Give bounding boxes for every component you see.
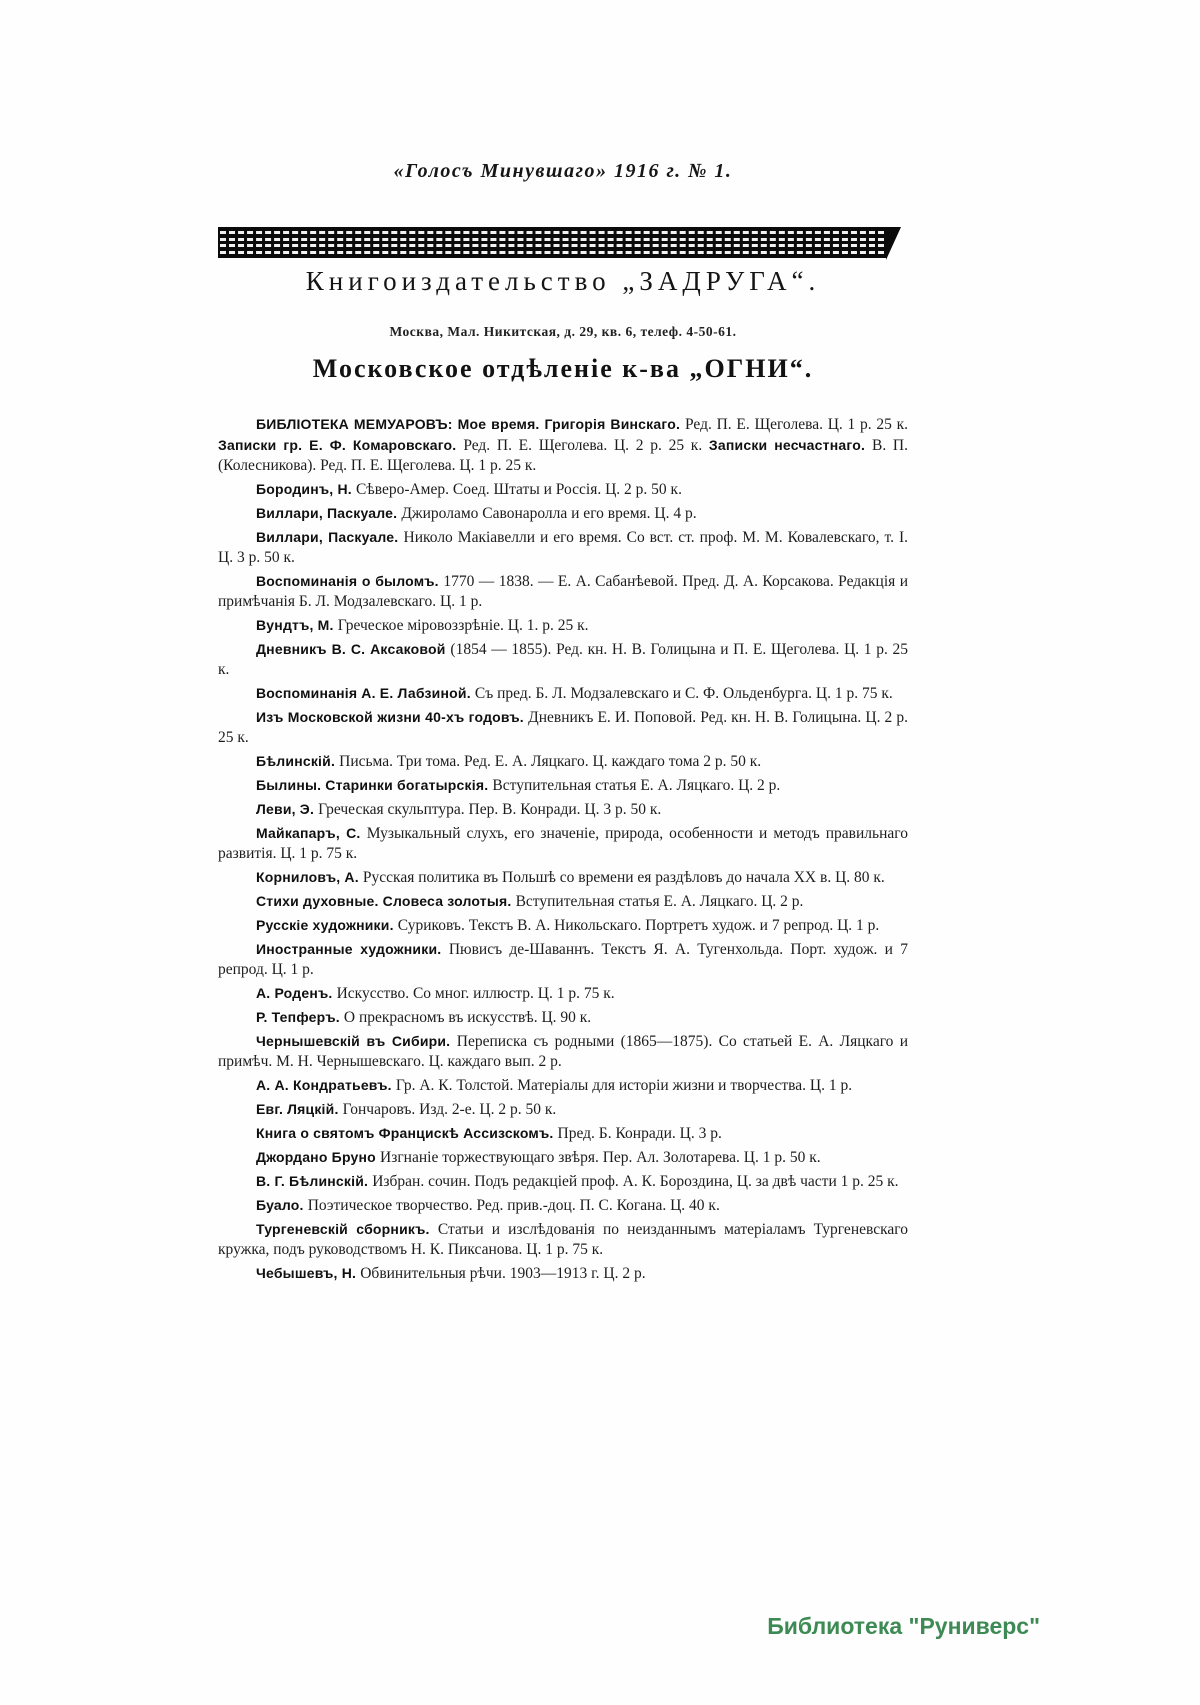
book-details: Обвинительныя рѣчи. 1903—1913 г. Ц. 2 р. (360, 1265, 646, 1282)
book-details: Ред. П. Е. Щеголева. Ц. 1 р. 25 к. (684, 416, 908, 433)
book-details: Ред. П. Е. Щеголева. Ц. 2 р. 25 к. (463, 437, 709, 454)
book-title: Русскіе художники. (256, 917, 398, 933)
book-title: Чебышевъ, Н. (256, 1265, 361, 1281)
book-details: В. П. (Колесникова). Ред. П. Е. Щеголева. Ц. 1 р. 25 к. (218, 437, 908, 474)
book-details: О прекрасномъ въ искусствѣ. Ц. 90 к. (343, 1009, 592, 1026)
publisher-address: Москва, Мал. Никитская, д. 29, кв. 6, телеф. 4-50-61. (389, 324, 737, 339)
book-details: Сѣверо-Амер. Соед. Штаты и Россія. Ц. 2 р. 50 к. (355, 481, 682, 498)
catalog-entry (218, 1195, 908, 1216)
catalog-entry (218, 983, 908, 1004)
catalog-entry (218, 1031, 908, 1072)
band-dash-row (220, 238, 884, 241)
book-details: Вступительная статья Е. А. Ляцкаго. Ц. 2 р. (492, 777, 781, 794)
book-details: Избран. сочин. Подъ редакціей проф. А. К. Бороздина, Ц. за двѣ части 1 р. 25 к. (372, 1173, 899, 1190)
book-details: Поэтическое творчество. Ред. прив.-доц. П. С. Когана. Ц. 40 к. (307, 1197, 720, 1214)
book-title: Р. Тепферъ. (256, 1009, 344, 1025)
book-details: Музыкальный слухъ, его значеніе, природа, особенности и методъ правильнаго развитія. Ц. 1 р. 75 к. (218, 825, 908, 862)
book-title: Буало. (256, 1197, 308, 1213)
book-title: Виллари, Паскуале. (256, 529, 404, 545)
book-details: Искусство. Со мног. иллюстр. Ц. 1 р. 75 к. (336, 985, 615, 1002)
book-details: Съ пред. Б. Л. Модзалевскаго и С. Ф. Ольденбурга. Ц. 1 р. 75 к. (474, 685, 893, 702)
catalog-entry (218, 1075, 908, 1096)
book-title: Воспоминанія о быломъ. (256, 573, 444, 589)
journal-header: «Голосъ Минувшаго» 1916 г. № 1. (393, 160, 733, 182)
book-title: А. А. Кондратьевъ. (256, 1077, 396, 1093)
book-title: Бородинъ, Н. (256, 481, 356, 497)
catalog-entry (218, 823, 908, 864)
catalog-entry (218, 1263, 908, 1284)
book-title: Дневникъ В. С. Аксаковой (256, 641, 451, 657)
book-details: Пювисъ де-Шаваннъ. Текстъ Я. А. Тугенхольда. Порт. худож. и 7 репрод. Ц. 1 р. (218, 941, 908, 978)
branch-heading: Московское отдѣленіе к-ва „ОГНИ“. (312, 354, 814, 383)
catalog-entry (218, 1219, 908, 1260)
decorative-band (218, 227, 886, 258)
book-details: Письма. Три тома. Ред. Е. А. Ляцкаго. Ц. каждаго тома 2 р. 50 к. (339, 753, 762, 770)
book-title: Записки несчастнаго. (708, 437, 872, 453)
catalog-entry (218, 479, 908, 500)
book-title: Тургеневскій сборникъ. (256, 1221, 438, 1237)
book-details: Гончаровъ. Изд. 2-е. Ц. 2 р. 50 к. (342, 1101, 557, 1118)
book-details: Суриковъ. Текстъ В. А. Никольскаго. Портретъ худож. и 7 репрод. Ц. 1 р. (397, 917, 880, 934)
book-details: Изгнаніе торжествующаго звѣря. Пер. Ал. Золотарева. Ц. 1 р. 50 к. (380, 1149, 821, 1166)
book-details: Джироламо Савонаролла и его время. Ц. 4 р. (401, 505, 697, 522)
catalog-entry (218, 799, 908, 820)
catalog-entry (218, 571, 908, 612)
book-title: Леви, Э. (256, 801, 319, 817)
book-details: Статьи и изслѣдованія по неизданнымъ матеріаламъ Тургеневскаго кружка, подъ руководствомъ Н. К. Пиксанова. Ц. 1 р. 75 к. (218, 1221, 908, 1258)
book-title: Иностранные художники. (256, 941, 449, 957)
catalog-entry (218, 1147, 908, 1168)
book-details: Гр. А. К. Толстой. Матеріалы для исторіи жизни и творчества. Ц. 1 р. (395, 1077, 853, 1094)
book-title: Виллари, Паскуале. (256, 505, 402, 521)
catalog-entry (218, 615, 908, 636)
book-details: Греческое міровоззрѣніе. Ц. 1. р. 25 к. (337, 617, 589, 634)
book-title: Бѣлинскій. (256, 753, 340, 769)
catalog-entry (218, 915, 908, 936)
book-title: Корниловъ, А. (256, 869, 363, 885)
book-title: А. Роденъ. (256, 985, 337, 1001)
band-corner-fold (886, 227, 901, 260)
publisher-name: Книгоиздательство „ЗАДРУГА“. (305, 266, 821, 296)
book-details: Дневникъ Е. И. Поповой. Ред. кн. Н. В. Голицына. Ц. 2 р. 25 к. (218, 709, 908, 746)
catalog-entry (218, 1171, 908, 1192)
book-title: В. Г. Бѣлинскій. (256, 1173, 373, 1189)
catalog-entry (218, 503, 908, 524)
catalog-entry (218, 939, 908, 980)
catalog-entry (218, 707, 908, 748)
catalog-entry (218, 1007, 908, 1028)
catalog-entry (218, 1099, 908, 1120)
catalog-entry (218, 891, 908, 912)
catalog-entry (218, 639, 908, 680)
book-title: Евг. Ляцкій. (256, 1101, 343, 1117)
book-title: Книга о святомъ Францискѣ Ассизскомъ. (256, 1125, 558, 1141)
band-dash-row (220, 231, 884, 234)
book-title: Чернышевскій въ Сибири. (256, 1033, 457, 1049)
band-dash-row (220, 251, 884, 254)
catalog-entry (218, 527, 908, 568)
book-details: Переписка съ родными (1865—1875). Со статьей Е. А. Ляцкаго и примѣч. М. Н. Чернышевскаго. Ц. каждаго вып. 2 р. (218, 1033, 908, 1070)
book-title: Былины. Старинки богатырскія. (256, 777, 493, 793)
catalog-entry (218, 683, 908, 704)
book-title: Записки гр. Е. Ф. Комаровскаго. (218, 437, 464, 453)
catalog-entry (218, 414, 908, 476)
catalog-entry (218, 751, 908, 772)
book-title: Майкапаръ, С. (256, 825, 367, 841)
catalog-entry (218, 1123, 908, 1144)
book-details: Греческая скульптура. Пер. В. Конради. Ц. 3 р. 50 к. (318, 801, 662, 818)
book-title: БИБЛІОТЕКА МЕМУАРОВЪ: Мое время. Григорія Винскаго. (256, 416, 685, 432)
book-title: Вундтъ, М. (256, 617, 338, 633)
book-details: Пред. Б. Конради. Ц. 3 р. (557, 1125, 722, 1142)
band-dash-row (220, 244, 884, 247)
book-details: Вступительная статья Е. А. Ляцкаго. Ц. 2 р. (515, 893, 804, 910)
book-details: Русская политика въ Польшѣ со времени ея раздѣловъ до начала XX в. Ц. 80 к. (362, 869, 885, 886)
library-watermark: Библиотека "Руниверс" (767, 1613, 1040, 1639)
book-details: (1854 — 1855). Ред. кн. Н. В. Голицына и П. Е. Щеголева. Ц. 1 р. 25 к. (218, 641, 908, 678)
catalog-entry (218, 867, 908, 888)
book-details: 1770 — 1838. — Е. А. Сабанѣевой. Пред. Д. А. Корсакова. Редакція и примѣчанія Б. Л. Модзалевскаго. Ц. 1 р. (218, 573, 908, 610)
catalog-entry (218, 775, 908, 796)
book-title: Изъ Московской жизни 40-хъ годовъ. (256, 709, 529, 725)
book-title: Джордано Бруно (256, 1149, 380, 1165)
book-details: Николо Макіавелли и его время. Со вст. ст. проф. М. М. Ковалевскаго, т. I. Ц. 3 р. 50 к. (218, 529, 908, 566)
book-title: Воспоминанія А. Е. Лабзиной. (256, 685, 475, 701)
book-list (218, 414, 908, 1287)
book-title: Стихи духовные. Словеса золотыя. (256, 893, 516, 909)
